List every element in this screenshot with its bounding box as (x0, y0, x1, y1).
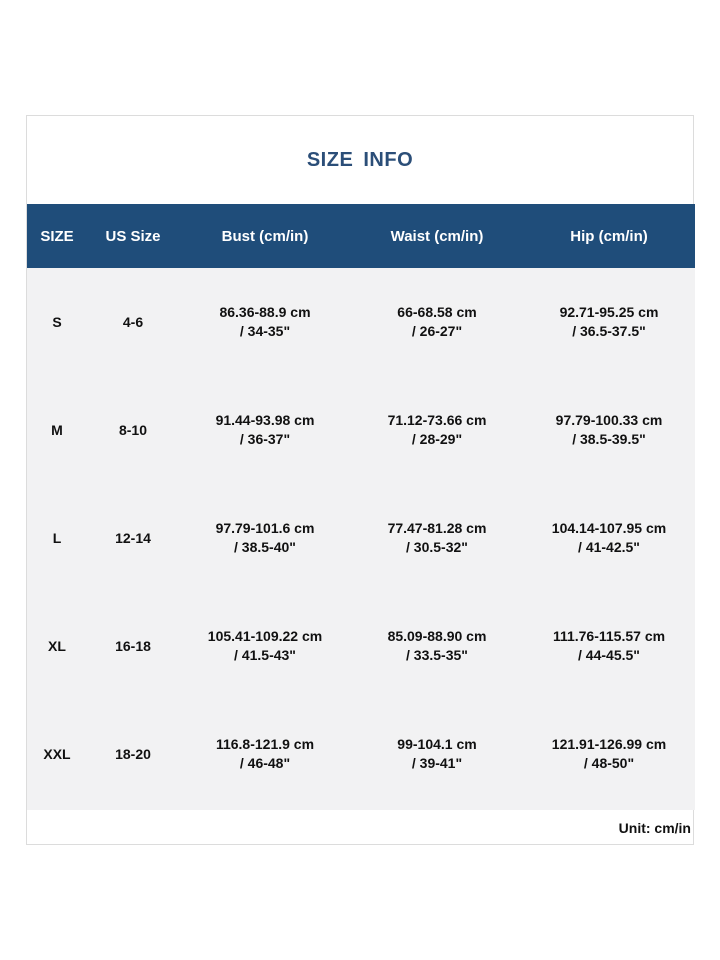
waist-cm: 99-104.1 cm (397, 736, 477, 752)
bust-cell (179, 376, 351, 484)
header-bust: Bust (cm/in) (221, 227, 309, 245)
size-cell: M (51, 422, 63, 438)
waist-cm: 71.12-73.66 cm (387, 412, 487, 428)
us-size-cell: 12-14 (115, 530, 151, 546)
header-us-size: US Size (105, 227, 161, 245)
hip-in: / 36.5-37.5" (572, 323, 646, 339)
hip-cm: 97.79-100.33 cm (555, 412, 663, 428)
waist-cell (351, 592, 523, 700)
waist-in: / 33.5-35" (406, 647, 468, 663)
size-info-card (26, 115, 694, 845)
hip-in: / 41-42.5" (578, 539, 640, 555)
hip-cm: 92.71-95.25 cm (559, 304, 659, 320)
bust-cell (179, 268, 351, 376)
header-hip: Hip (cm/in) (570, 227, 648, 245)
size-cell: XXL (43, 746, 71, 762)
bust-cm: 97.79-101.6 cm (215, 520, 315, 536)
bust-cell (179, 484, 351, 592)
unit-note: Unit: cm/in (618, 820, 691, 836)
waist-in: / 26-27" (411, 323, 463, 339)
bust-in: / 46-48" (239, 755, 291, 771)
bust-cell (179, 700, 351, 808)
header-size: SIZE (40, 227, 74, 245)
waist-in: / 28-29" (411, 431, 463, 447)
bust-cm: 105.41-109.22 cm (207, 628, 323, 644)
bust-cm: 91.44-93.98 cm (215, 412, 315, 428)
waist-cell (351, 376, 523, 484)
size-cell: S (52, 314, 62, 330)
hip-cell (523, 700, 695, 808)
waist-cm: 85.09-88.90 cm (387, 628, 487, 644)
hip-in: / 48-50" (583, 755, 635, 771)
us-size-cell: 8-10 (118, 422, 148, 438)
us-size-cell: 4-6 (122, 314, 144, 330)
hip-cm: 104.14-107.95 cm (551, 520, 667, 536)
us-size-cell: 16-18 (115, 638, 151, 654)
bust-in: / 36-37" (239, 431, 291, 447)
table-row (27, 376, 695, 484)
table-row (27, 484, 695, 592)
hip-cell (523, 376, 695, 484)
bust-in: / 41.5-43" (234, 647, 296, 663)
table-row (27, 592, 695, 700)
waist-cell (351, 268, 523, 376)
hip-cell (523, 268, 695, 376)
size-cell: L (52, 530, 62, 546)
bust-cm: 116.8-121.9 cm (215, 736, 315, 752)
waist-cm: 77.47-81.28 cm (387, 520, 487, 536)
waist-in: / 30.5-32" (406, 539, 468, 555)
bust-cm: 86.36-88.9 cm (219, 304, 311, 320)
hip-in: / 38.5-39.5" (572, 431, 646, 447)
size-info-title: SIZE INFO (306, 148, 414, 171)
hip-cm: 111.76-115.57 cm (552, 628, 666, 644)
hip-cm: 121.91-126.99 cm (551, 736, 667, 752)
waist-cell (351, 484, 523, 592)
table-row (27, 700, 695, 808)
bust-cell (179, 592, 351, 700)
size-cell: XL (48, 638, 66, 654)
waist-cell (351, 700, 523, 808)
hip-in: / 44-45.5" (578, 647, 640, 663)
table-row (27, 268, 695, 376)
bust-in: / 34-35" (239, 323, 291, 339)
waist-cm: 66-68.58 cm (397, 304, 477, 320)
hip-cell (523, 484, 695, 592)
waist-in: / 39-41" (411, 755, 463, 771)
bust-in: / 38.5-40" (234, 539, 296, 555)
header-waist: Waist (cm/in) (390, 227, 484, 245)
table-header-row (27, 204, 695, 268)
us-size-cell: 18-20 (115, 746, 151, 762)
table-body (27, 268, 695, 810)
hip-cell (523, 592, 695, 700)
